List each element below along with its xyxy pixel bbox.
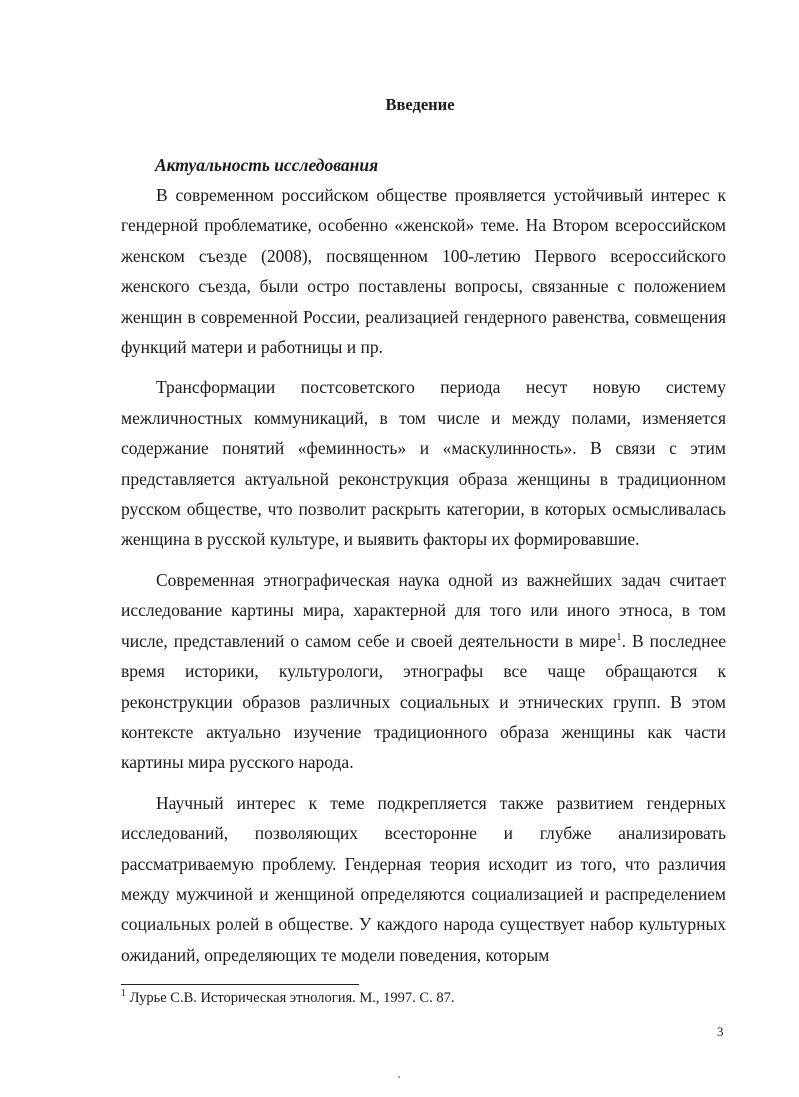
footnote-text: Лурье С.В. Историческая этнология. М., 1997. С. 87. <box>129 990 455 1006</box>
footnote <box>121 990 454 1007</box>
paragraph-3-text-before-note: Современная этнографическая наука одной из важнейших задач считает исследование картины мира, характерной для того или иного этноса, в том числе, представлений о самом себе и своей деятельности в мире <box>121 569 726 651</box>
page-title: Введение <box>385 95 455 114</box>
section-heading: Актуальность исследования <box>155 155 379 175</box>
paragraph-1: В современном российском обществе проявляется устойчивый интерес к гендерной проблематике, особенно «женской» теме. На Втором всероссийском женском съезде (2008), посвященном 100-летию Первого всероссийского женского съезда, были остро поставлены вопросы, связанные с положением женщин в современной России, реализацией гендерного равенства, совмещения функций матери и работницы и пр. <box>121 185 726 358</box>
scan-artifact <box>398 1076 400 1078</box>
paragraph-3-text-after-note: . В последнее время историки, культурологи, этнографы все чаще обращаются к реконструкции образов различных социальных и этнических групп. В этом контексте актуально изучение традиционного образа женщины как части картины мира русского народа. <box>121 630 726 773</box>
footnote-divider <box>121 984 359 985</box>
paragraph-3 <box>121 565 726 778</box>
paragraph-4: Научный интерес к теме подкрепляется также развитием гендерных исследований, позволяющих всесторонне и глубже анализировать рассматриваемую проблему. Гендерная теория исходит из того, что различия между мужчиной и женщиной определяются социализацией и распределением социальных ролей в обществе. У каждого народа существует набор культурных ожиданий, определяющих те модели поведения, которым <box>121 792 726 965</box>
paragraph-2: Трансформации постсоветского периода несут новую систему межличностных коммуникаций, в том числе и между полами, изменяется содержание понятий «феминность» и «маскулинность». В связи с этим представляется актуальной реконструкция образа женщины в традиционном русском обществе, что позволит раскрыть категории, в которых осмысливалась женщина в русской культуре, и выявить факторы их формировавшие. <box>121 377 726 550</box>
footnote-mark: 1 <box>121 988 126 1000</box>
footnote-reference: 1 <box>616 630 622 643</box>
page-number: 3 <box>717 1024 724 1039</box>
body-text <box>121 180 726 970</box>
